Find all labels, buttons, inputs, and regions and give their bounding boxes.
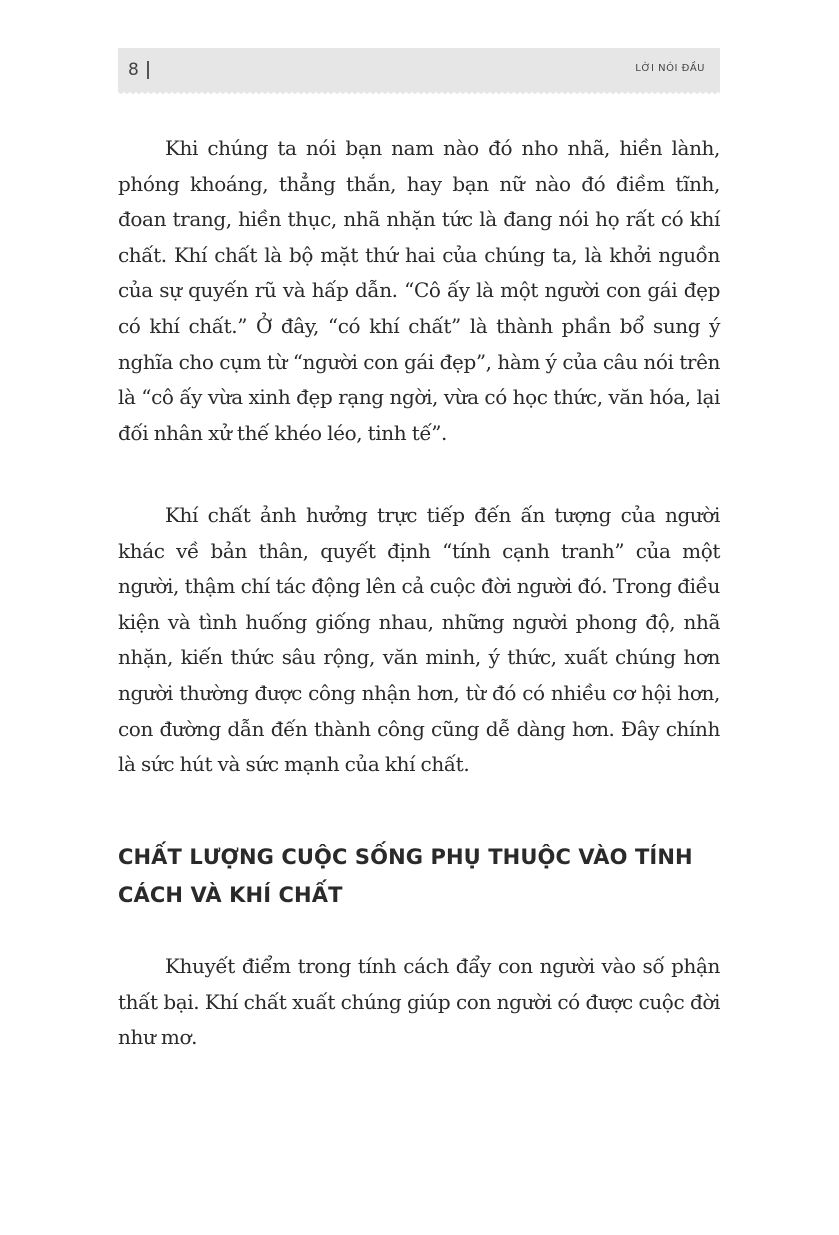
header-divider xyxy=(147,61,149,79)
body-paragraph-2: Khí chất ảnh hưởng trực tiếp đến ấn tượng của người khác về bản thân, quyết định “tính cạnh tranh” của một người, thậm chí tác động lên cả cuộc đời người đó. Trong điều kiện và tình huống giống nhau, những người phong độ, nhã nhặn, kiến thức sâu rộng, văn minh, ý thức, xuất chúng hơn người thường được công nhận hơn, từ đó có nhiều cơ hội hơn, con đường dẫn đến thành công cũng dễ dàng hơn. Đây chính là sức hút và sức mạnh của khí chất. xyxy=(118,503,720,777)
body-paragraph-1: Khi chúng ta nói bạn nam nào đó nho nhã, hiền lành, phóng khoáng, thẳng thắn, hay bạn nữ nào đó điềm tĩnh, đoan trang, hiền thục, nhã nhặn tức là đang nói họ rất có khí chất. Khí chất là bộ mặt thứ hai của chúng ta, là khởi nguồn của sự quyến rũ và hấp dẫn. “Cô ấy là một người con gái đẹp có khí chất.” Ở đây, “có khí chất” là thành phần bổ sung ý nghĩa cho cụm từ “người con gái đẹp”, hàm ý của câu nói trên là “cô ấy vừa xinh đẹp rạng ngời, vừa có học thức, văn hóa, lại đối nhân xử thế khéo léo, tinh tế”. xyxy=(118,136,720,445)
page-number: 8 xyxy=(128,60,139,80)
body-paragraph-3: Khuyết điểm trong tính cách đẩy con người vào số phận thất bại. Khí chất xuất chúng giúp con người có được cuộc đời như mơ. xyxy=(118,954,720,1050)
section-heading: CHẤT LƯỢNG CUỘC SỐNG PHỤ THUỘC VÀO TÍNH CÁCH VÀ KHÍ CHẤT xyxy=(118,845,693,907)
running-head: LỜI NÓI ĐẦU xyxy=(635,63,705,74)
page-header-band xyxy=(118,48,720,92)
